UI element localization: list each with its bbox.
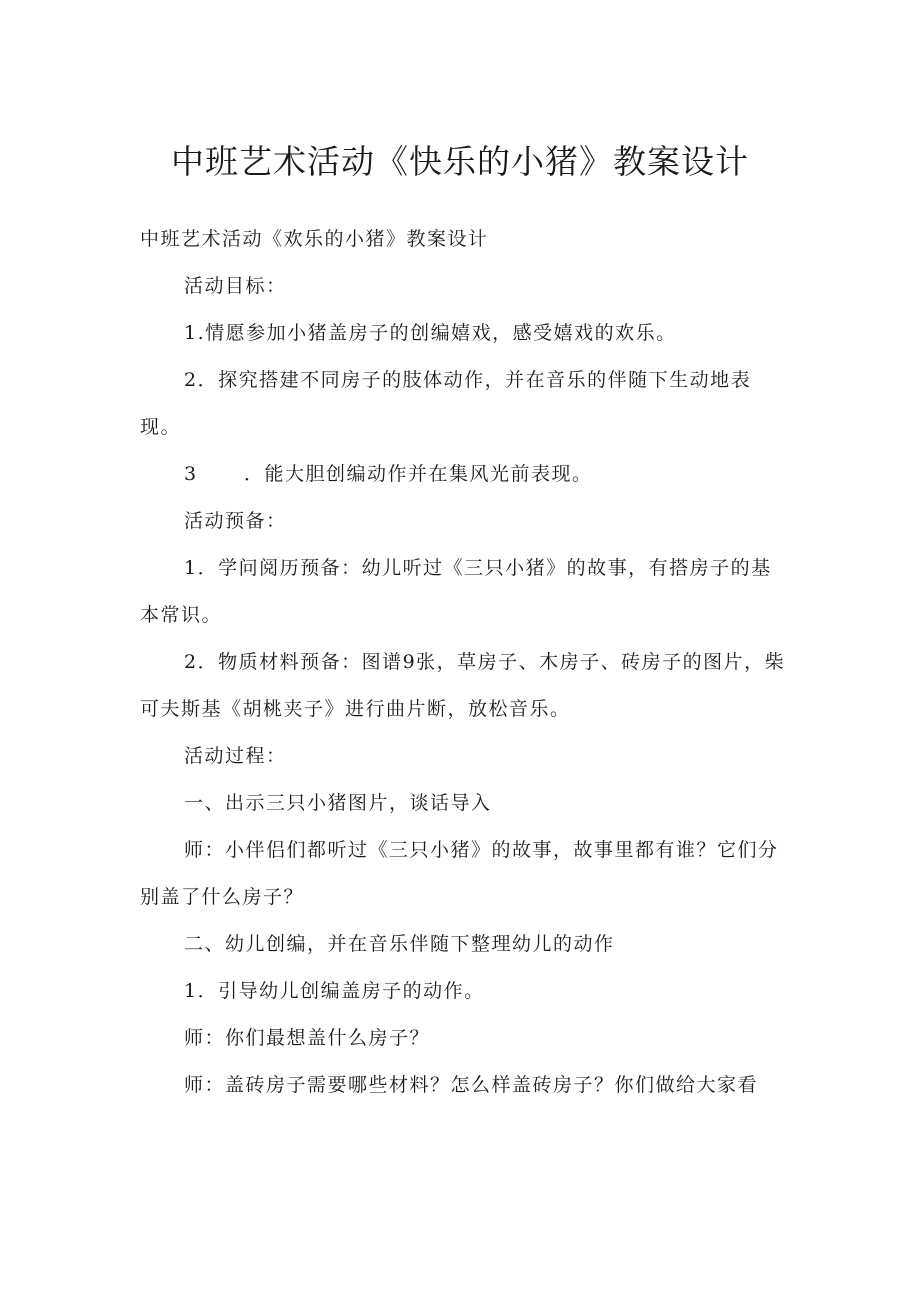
document-title: 中班艺术活动《快乐的小猪》教案设计 (171, 142, 749, 181)
goal-item-3-text: ．能大胆创编动作并在集风光前表现。 (244, 463, 593, 485)
teacher-line-2: 师：你们最想盖什么房子？ (184, 1027, 431, 1049)
goal-item-3 (140, 451, 786, 498)
goal-item-1: 1.情愿参加小猪盖房子的创编嬉戏，感受嬉戏的欢乐。 (184, 322, 677, 344)
preparation-item-2: 2．物质材料预备：图谱9张，草房子、木房子、砖房子的图片，柴可夫斯基《胡桃夹子》进行曲片断，放松音乐。 (140, 651, 786, 720)
teacher-line-3: 师：盖砖房子需要哪些材料？怎么样盖砖房子？你们做给大家看 (184, 1074, 759, 1096)
goal-item-2: 2．探究搭建不同房子的肢体动作，并在音乐的伴随下生动地表现。 (140, 369, 752, 438)
section-heading-goals: 活动目标： (184, 275, 287, 297)
process-substep-1: 1．引导幼儿创编盖房子的动作。 (184, 980, 485, 1002)
document-body (140, 216, 786, 1109)
section-heading-preparation: 活动预备： (184, 510, 287, 532)
process-step-2: 二、幼儿创编，并在音乐伴随下整理幼儿的动作 (184, 933, 615, 955)
goal-item-3-number: 3 (184, 463, 198, 485)
preparation-item-1: 1．学问阅历预备：幼儿听过《三只小猪》的故事，有搭房子的基本常识。 (140, 557, 772, 626)
subtitle-paragraph: 中班艺术活动《欢乐的小猪》教案设计 (140, 228, 489, 250)
process-step-1: 一、出示三只小猪图片，谈话导入 (184, 792, 492, 814)
section-heading-process: 活动过程： (184, 745, 287, 767)
teacher-line-1: 师：小伴侣们都听过《三只小猪》的故事，故事里都有谁？它们分别盖了什么房子？ (140, 839, 779, 908)
